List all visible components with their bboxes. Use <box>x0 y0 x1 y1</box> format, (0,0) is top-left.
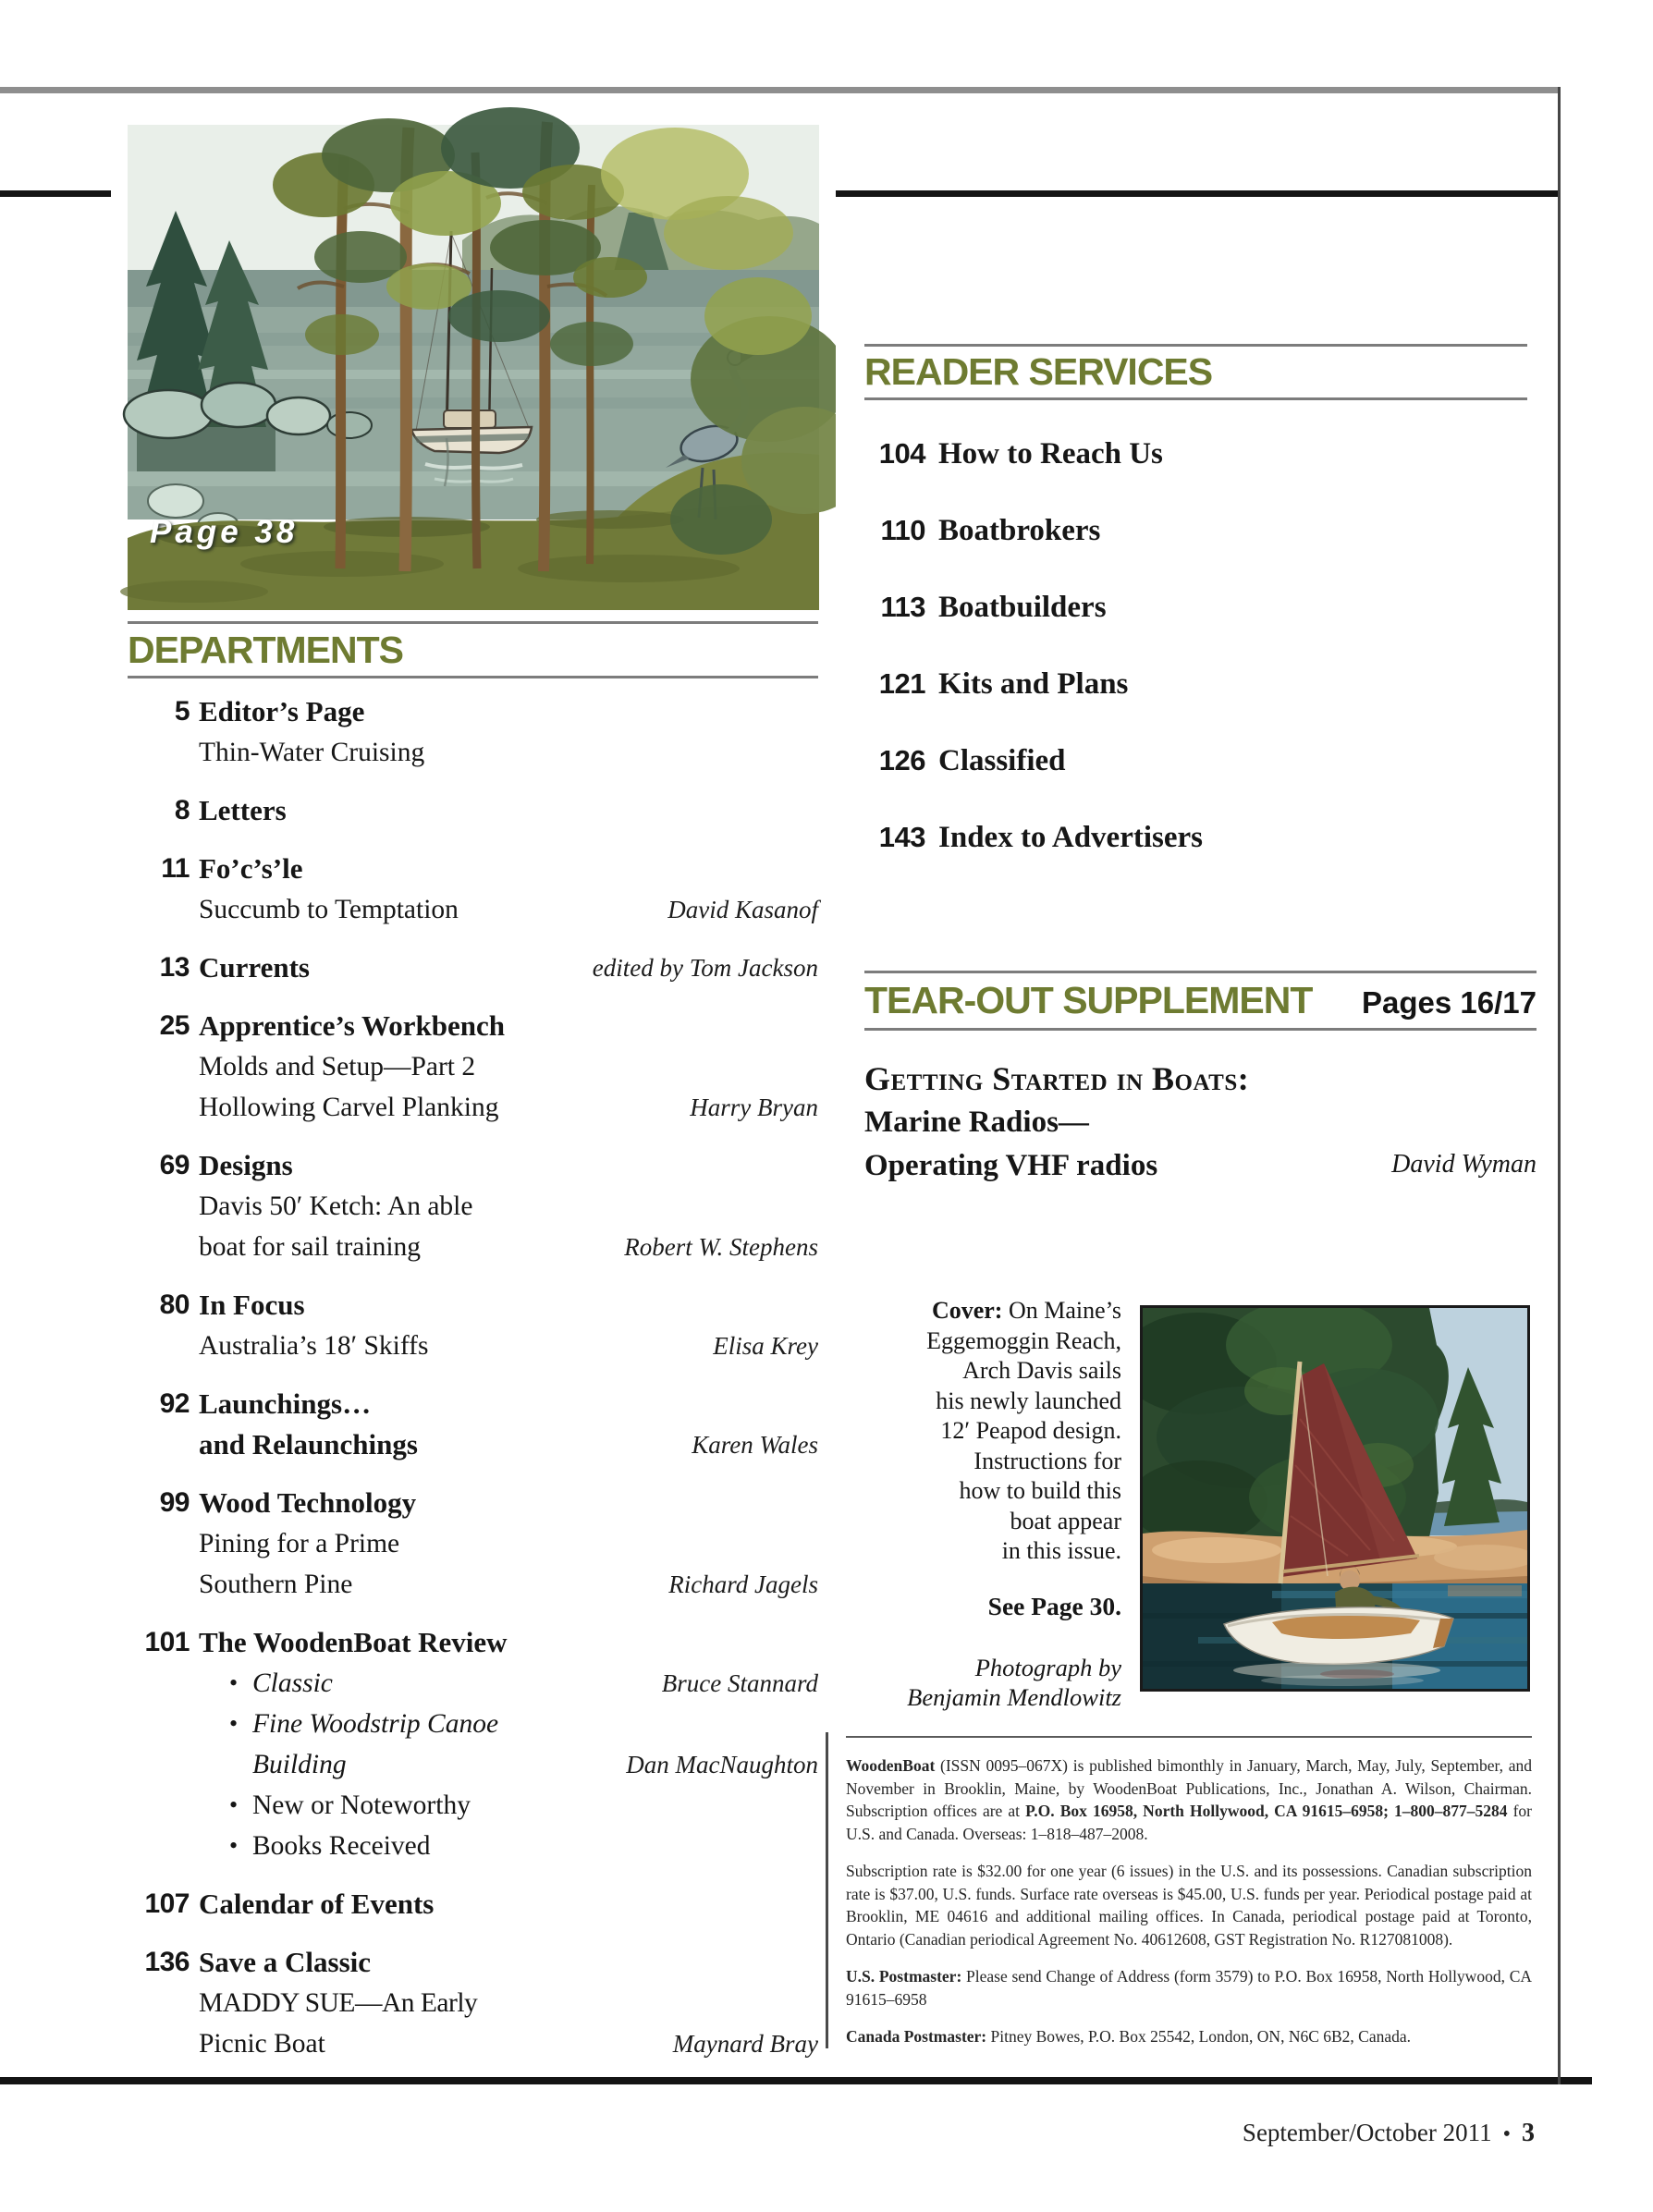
toc-row <box>128 1785 818 1826</box>
toc-row <box>128 1884 818 1925</box>
fine-print-segment: Canada Postmaster: <box>846 2027 987 2046</box>
cover-note <box>863 1296 1121 1712</box>
toc-byline: Maynard Bray <box>672 2030 818 2058</box>
cover-description-line: Arch Davis sails <box>962 1357 1121 1384</box>
toc-row <box>128 1145 818 1186</box>
toc-row <box>128 790 818 831</box>
cover-description-line: in this issue. <box>1001 1537 1121 1564</box>
toc-row <box>128 947 818 988</box>
top-gray-rule <box>0 87 1561 93</box>
cover-lead: Cover: <box>931 1297 1003 1324</box>
toc-byline: edited by Tom Jackson <box>592 954 818 982</box>
list-item <box>864 434 1527 474</box>
toc-page-number: 13 <box>159 952 190 983</box>
fine-print-segment: P.O. Box 16958, North Hollywood, CA 91615–6958; 1–800–877–5284 <box>1025 1802 1508 1820</box>
bullet-icon: • <box>229 1791 239 1818</box>
toc-title: Boatbuilders <box>938 591 1107 624</box>
credit-line-1: Photograph by <box>974 1653 1121 1681</box>
toc-title: Davis 50′ Ketch: An able <box>199 1192 473 1221</box>
toc-row <box>128 1622 818 1663</box>
fine-print-segment: Please send Change of Address (form 3579) to P.O. Box 16958, North Hollywood, CA 91615–6958 <box>846 1967 1532 2009</box>
toc-row <box>128 1326 818 1366</box>
toc-row <box>128 691 818 732</box>
toc-title: Molds and Setup—Part 2 <box>199 1052 476 1082</box>
toc-row <box>128 1227 818 1267</box>
toc-title: Classic <box>252 1668 333 1698</box>
supplement-section <box>864 971 1537 1188</box>
fine-print-body <box>846 1754 1532 2048</box>
toc-page-number: 143 <box>878 821 925 853</box>
toc-title: Southern Pine <box>199 1570 353 1599</box>
supplement-header <box>864 973 1537 1028</box>
toc-byline: Karen Wales <box>692 1431 818 1459</box>
toc-title: Save a Classic <box>199 1946 371 1978</box>
toc-title: Australia’s 18′ Skiffs <box>199 1331 429 1361</box>
list-item <box>864 817 1527 858</box>
reader-services-list <box>864 434 1527 858</box>
toc-row <box>128 1285 818 1326</box>
fine-print-paragraph <box>846 2025 1532 2048</box>
toc-row <box>128 1424 818 1465</box>
list-item <box>864 587 1527 628</box>
toc-page-number: 104 <box>878 437 925 470</box>
toc-title: Building <box>252 1750 347 1779</box>
toc-row <box>128 889 818 930</box>
toc-page-number: 11 <box>161 853 190 884</box>
toc-row <box>128 1186 818 1227</box>
reader-services-title: READER SERVICES <box>864 350 1213 393</box>
shoreline-illustration <box>111 102 836 610</box>
toc-page-number: 110 <box>880 514 925 546</box>
bullet-icon: • <box>229 1710 239 1737</box>
toc-title: Calendar of Events <box>199 1888 435 1920</box>
toc-row <box>128 1663 818 1704</box>
footer-bullet: • <box>1502 2122 1511 2146</box>
fine-print-rule-top <box>846 1736 1532 1738</box>
toc-row <box>128 1046 818 1087</box>
toc-byline: Bruce Stannard <box>661 1669 818 1697</box>
toc-title: Books Received <box>252 1831 431 1861</box>
toc-title: Kits and Plans <box>938 667 1129 701</box>
right-border-rule <box>1558 87 1561 2084</box>
cover-see-page: See Page 30. <box>987 1591 1121 1620</box>
footer-page-number: 3 <box>1522 2119 1535 2147</box>
fine-print-divider <box>826 1732 828 2048</box>
toc-page-number: 25 <box>159 1010 190 1041</box>
toc-title: and Relaunchings <box>199 1428 418 1460</box>
toc-title: Editor’s Page <box>199 695 365 727</box>
toc-page-number: 5 <box>174 696 190 727</box>
toc-row <box>128 1942 818 1983</box>
toc-title: Currents <box>199 951 310 984</box>
toc-title: MADDY SUE—An Early <box>199 1988 478 2018</box>
toc-row <box>128 1523 818 1564</box>
toc-row <box>128 849 818 889</box>
toc-row <box>128 1826 818 1866</box>
toc-byline: Richard Jagels <box>668 1570 818 1598</box>
toc-title: Index to Advertisers <box>938 821 1203 854</box>
bullet-icon: • <box>229 1832 239 1859</box>
toc-page-number: 92 <box>159 1388 190 1419</box>
page-footer <box>924 2119 1535 2148</box>
fine-print-paragraph <box>846 1754 1532 1845</box>
cover-photo-art <box>1143 1308 1527 1689</box>
toc-title: The WoodenBoat Review <box>199 1626 508 1658</box>
reader-services-rule-top <box>864 344 1527 347</box>
toc-title: Hollowing Carvel Planking <box>199 1093 499 1122</box>
toc-byline: Harry Bryan <box>690 1094 818 1121</box>
toc-page-number: 126 <box>878 744 925 776</box>
toc-page-number: 113 <box>880 591 925 623</box>
departments-list <box>128 691 818 2064</box>
cover-description-line: Cover: On Maine’s <box>931 1297 1121 1324</box>
toc-byline: David Kasanof <box>667 896 818 923</box>
credit-line-2: Benjamin Mendlowitz <box>907 1682 1121 1711</box>
supplement-topic: Operating VHF radios <box>864 1149 1158 1182</box>
supplement-series-title: Getting Started in Boats: <box>864 1060 1250 1097</box>
toc-title: Picnic Boat <box>199 2029 325 2059</box>
toc-row <box>128 732 818 773</box>
bullet-icon: • <box>229 1669 239 1696</box>
toc-byline: Robert W. Stephens <box>624 1233 818 1261</box>
toc-title: Apprentice’s Workbench <box>199 1009 505 1042</box>
toc-page-number: 107 <box>144 1888 190 1919</box>
fine-print-segment: WoodenBoat <box>846 1756 936 1775</box>
cover-description <box>863 1296 1121 1567</box>
toc-title: Boatbrokers <box>938 514 1101 547</box>
toc-title: In Focus <box>199 1289 305 1321</box>
illustration-page-label: Page 38 <box>150 514 299 550</box>
toc-title: Succumb to Temptation <box>199 895 459 924</box>
toc-page-number: 80 <box>159 1289 190 1320</box>
toc-title: Fo’c’s’le <box>199 852 303 885</box>
toc-page-number: 136 <box>144 1947 190 1977</box>
supplement-pages: Pages 16/17 <box>1362 985 1537 1020</box>
toc-row <box>128 2023 818 2064</box>
toc-byline: Dan MacNaughton <box>626 1751 818 1778</box>
reader-services-section <box>864 344 1527 858</box>
toc-title: How to Reach Us <box>938 437 1163 471</box>
toc-title: Letters <box>199 794 287 826</box>
fine-print-segment: for U.S. and Canada. Overseas: 1–818–487–2008. <box>846 1802 1533 1843</box>
toc-row <box>128 1744 818 1785</box>
list-item <box>864 510 1527 551</box>
toc-row <box>128 1384 818 1424</box>
toc-title: Designs <box>199 1149 293 1181</box>
toc-page-number: 8 <box>174 795 190 825</box>
toc-row <box>128 1087 818 1128</box>
departments-section <box>128 621 818 2064</box>
supplement-topic-row <box>864 1144 1537 1188</box>
toc-row <box>128 1006 818 1046</box>
toc-row <box>128 1983 818 2023</box>
toc-page-number: 99 <box>159 1487 190 1518</box>
toc-title: boat for sail training <box>199 1232 422 1262</box>
publication-fine-print <box>846 1736 1532 2063</box>
departments-rule-top <box>128 621 818 624</box>
fine-print-segment: U.S. Postmaster: <box>846 1967 962 1986</box>
fine-print-paragraph <box>846 1860 1532 1950</box>
cover-description-line: how to build this <box>959 1477 1121 1504</box>
toc-page-number: 101 <box>144 1627 190 1657</box>
toc-title: Launchings… <box>199 1387 372 1420</box>
fine-print-segment: Subscription rate is $32.00 for one year (6 issues) in the U.S. and its possessions. Canadian subscription rate is $37.00, U.S. funds. Surface rate overseas is $45.00, U.S. funds per year. Periodical postage paid at Brooklin, ME 04616 and additional mailing offices. In Canada, periodical postage paid at Toronto, Ontario (Canadian periodical Agreement No. 40612608, GST Registration No. R127081008). <box>846 1862 1532 1949</box>
cover-description-line: 12′ Peapod design. <box>940 1417 1121 1444</box>
footer-issue-date: September/October 2011 <box>1242 2119 1492 2146</box>
cover-description-line: Instructions for <box>973 1447 1121 1474</box>
toc-row <box>128 1704 818 1744</box>
list-item <box>864 740 1527 781</box>
supplement-subject: Marine Radios— <box>864 1106 1089 1139</box>
list-item <box>864 664 1527 704</box>
fine-print-segment: (ISSN 0095–067X) is published bimonthly in January, March, May, July, September, and November in Brooklin, Maine, by WoodenBoat Publications, Inc., Jonathan A. Wilson, Chairman. Subscription offices are at <box>846 1756 1532 1820</box>
fine-print-paragraph <box>846 1965 1532 2010</box>
toc-title: Classified <box>938 744 1066 777</box>
toc-title: Thin-Water Cruising <box>199 738 425 767</box>
supplement-byline: David Wyman <box>1391 1150 1537 1179</box>
cover-description-line: his newly launched <box>936 1387 1121 1414</box>
toc-byline: Elisa Krey <box>713 1332 818 1360</box>
cover-description-line: Eggemoggin Reach, <box>926 1326 1121 1354</box>
cover-photo <box>1140 1305 1530 1692</box>
cover-photo-credit <box>863 1653 1121 1712</box>
toc-title: Wood Technology <box>199 1486 417 1519</box>
departments-rule-bottom <box>128 676 818 678</box>
toc-title: New or Noteworthy <box>252 1790 471 1820</box>
fine-print-segment: Pitney Bowes, P.O. Box 25542, London, ON, N6C 6B2, Canada. <box>986 2027 1412 2046</box>
departments-title: DEPARTMENTS <box>128 629 404 671</box>
toc-page-number: 121 <box>878 667 925 700</box>
toc-row <box>128 1483 818 1523</box>
toc-title: Pining for a Prime <box>199 1529 400 1558</box>
cover-description-line: boat appear <box>1010 1507 1121 1534</box>
toc-page-number: 69 <box>159 1150 190 1180</box>
reader-services-rule-bottom <box>864 397 1527 400</box>
supplement-rule-bottom <box>864 1028 1537 1031</box>
toc-title: Fine Woodstrip Canoe <box>252 1709 499 1739</box>
bottom-black-rule <box>0 2077 1592 2084</box>
supplement-title: TEAR-OUT SUPPLEMENT <box>864 979 1313 1021</box>
supplement-body <box>864 1057 1537 1188</box>
toc-row <box>128 1564 818 1605</box>
